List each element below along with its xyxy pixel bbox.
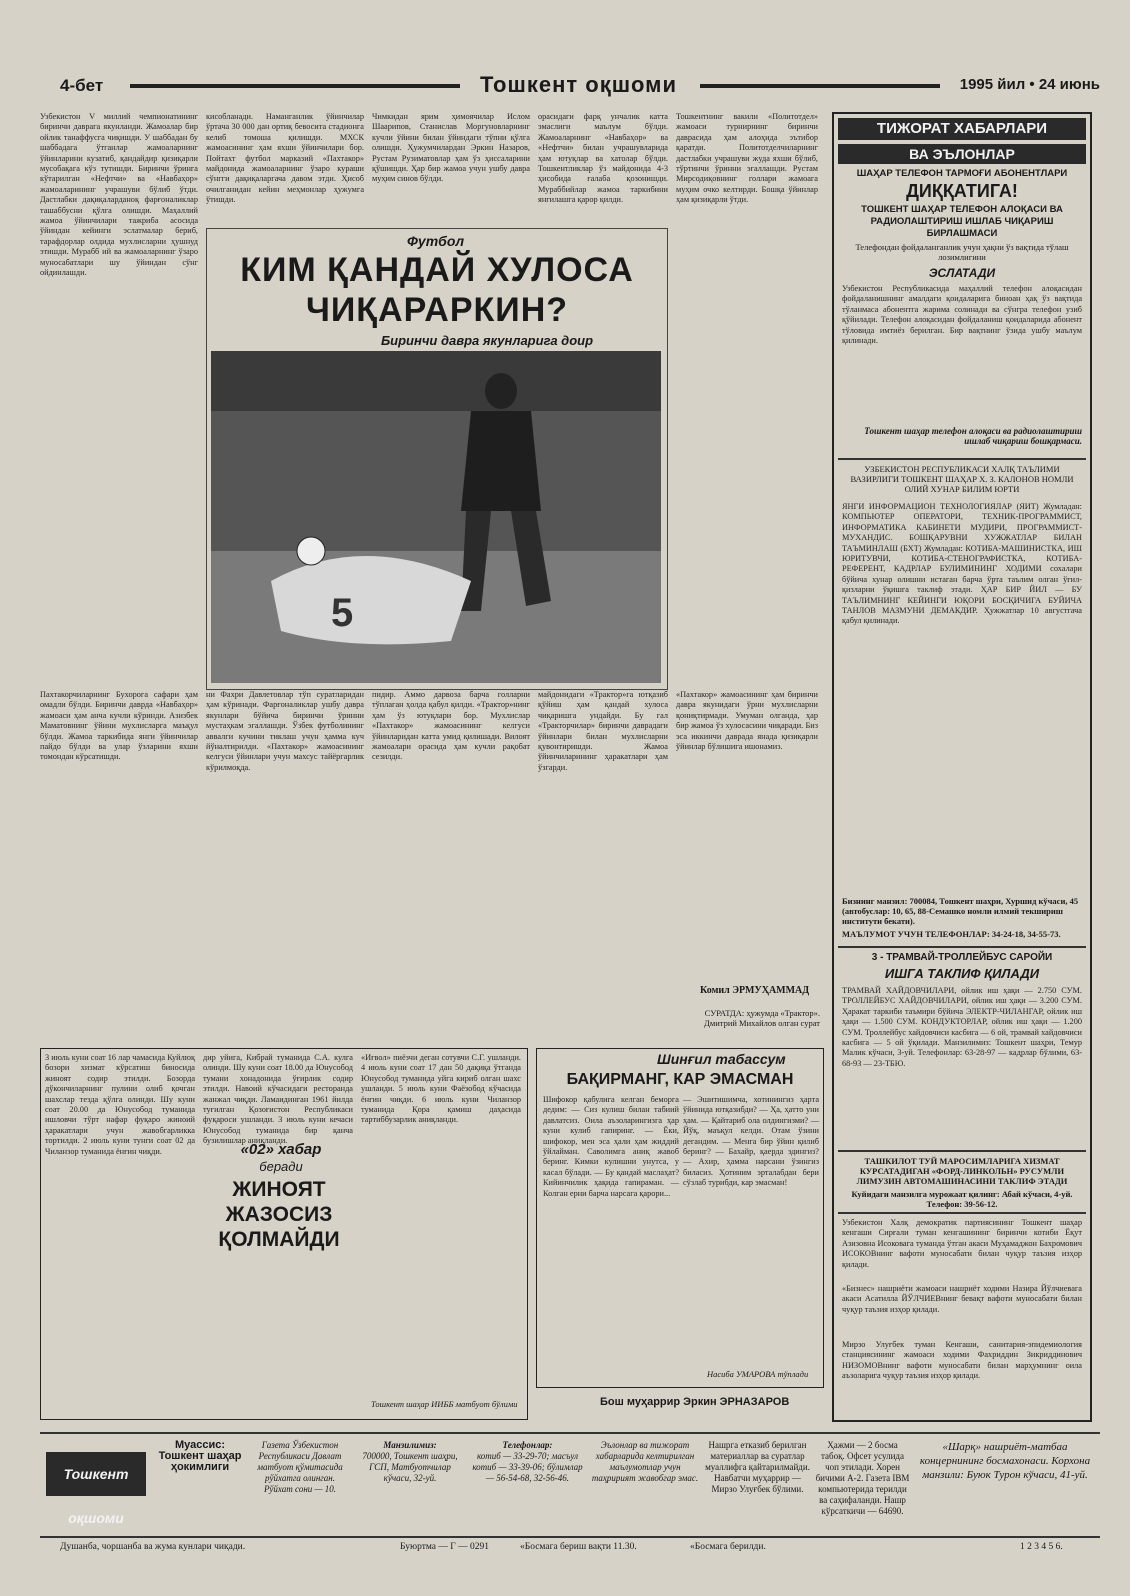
ads-divider-2 xyxy=(838,946,1086,948)
football-column-3: Чимкидан ярим ҳимоячилар Ислом Шаарипов, Станислав Моргуновларнинг кучли ўйини билан ўйиндаги тўпни қўлга олишди. Ҳужумчилардан Эркин Назаров, Рустам Рузиматовлар ҳам ўз ҳиссаларини қўшишди. Ҳар бир жамоа учун ушбу давра муҳим синов бўлди. xyxy=(372,112,530,184)
masthead xyxy=(40,70,1100,110)
football-column-4: орасидаги фарқ унчалик катта эмаслиги маълум бўлди. Жамоаларнинг «Навбаҳор» ва «Нефтчи» билан учрашувларида ҳам ютуқлар ва хатолар бўлди. Тошкентликлар ўз майдонида 4-3 ҳисобида ғалаба қозонишди. Мураббийлар жамоа таркибини янгилашга қарор қилди. xyxy=(538,112,668,205)
tel-body: Узбекистон Республикасида маҳаллий телефон алоқасидан фойдаланишнинг амалдаги қоидаларига биноан ҳақ ўз вақтида тўланмаса абонентга жарима солинади ва сўнгра телефон узиб қўйилади. Телефон алоқасидан фойдаланиш қоидаларида абонент тўловида имтиёз берилган. Бир вақтнинг ўзида ушбу маълум қилинади. xyxy=(842,284,1082,346)
school-address: Бизнинг манзил: 700084, Тошкент шаҳри, Хуршид кўчаси, 45 (автобуслар: 10, 65, 88-Семашко номли илмий текшириш институти бекати). xyxy=(842,896,1079,926)
founder-name: Тошкент шаҳар ҳокимлиги xyxy=(158,1450,242,1473)
school-body: ЯНГИ ИНФОРМАЦИОН ТЕХНОЛОГИЯЛАР (ЯИТ) Жумладан: КОМПЬЮТЕР ОПЕРАТОРИ, ТЕХНИК-ПРОГРАММИСТ, ИНФОРМАТИКА КАБИНЕТИ МУДИРИ, ПРОГРАММИСТ-МУХАНДИС. БОШҚАРУВНИ ХУЖЖАТЛАР БИЛАН ТАЪМИНЛАШ (БХТ) Жумладан: КОТИБА-МАШИНИСТКА, ИШ ЮРИТУВЧИ, КОТИБА-СТЕНОГРАФИСТКА, КОТИБА-РЕФЕРЕНТ, КАДРЛАР БУЛИМИНИНГ ХОДИМИ сохалари бўйича хунар олишни истаган барча ўрта таълим олган ўғил-қизларни ўқишга таклиф этади. ҲАР БИР ЙИЛ — БУ ТАЪЛИМНИНГ КЕЙИНГИ ЮҚОРИ БОСҚИЧИГА БУЙИЧА ТАНЛОВ МАЗМУНИ ДЕМАКДИР. Ҳужжатлар 10 августгача қабул қилинади. xyxy=(842,502,1082,626)
ads-header-1: ТИЖОРАТ ХАБАРЛАРИ xyxy=(838,118,1086,140)
ads-divider-1 xyxy=(838,458,1086,460)
humor-title: БАҚИРМАНГ, КАР ЭМАСМАН xyxy=(566,1071,794,1088)
tel-sub: ТОШКЕНТ ШАҲАР ТЕЛЕФОН АЛОҚАСИ ВА РАДИОЛАШТИРИШ ИШЛАБ ЧИҚАРИШ БИРЛАШМАСИ xyxy=(861,204,1063,239)
ads-divider-4 xyxy=(838,1212,1086,1214)
crime-byline: Тошкент шаҳар ИИББ матбуот бўлими xyxy=(371,1399,518,1409)
masthead-rule-right xyxy=(700,84,940,88)
football-column-5: Тошкентнинг вакили «Политотдел» жамоаси турнирнинг биринчи даврасида ҳам алоҳида эътибор қаратди. Политотделчиларнинг дастлабки учрашуви жуда яхши бўлиб, тўртинчи ўринни эгаллашди. Рустам Мирсодиқовнинг голлари жамоага муҳим очко келтирди. Бошқа ўйинлар ҳам қизиқарли ўтди. xyxy=(676,112,818,205)
footer-note-3: Ҳажми — 2 босма табоқ. Офсет усулида чоп этилади. Хорен бичими А-2. Газета IBM компьютерида терилди ва саҳифаланди. Нашр кўрсаткичи — 64690. xyxy=(815,1440,910,1516)
footer-printer: «Шарқ» нашриёт-матбаа концернининг босмахонаси. Корхона манзили: Буюк Турон кўчаси, 41-уй. xyxy=(919,1441,1091,1481)
footer-logo: Тошкент оқшоми xyxy=(46,1452,146,1496)
phones-label: Телефонлар: xyxy=(502,1440,553,1450)
humor-column-2: — Эшитишимча, хотинингиз ҳарта ўйинида ютқазибди? — Ҳа, ҳатто уни ҳам. — Қайтариб ола олдингизми? — Йўқ, маъқул келди. Отам ўзини дегандим. — Менга бир ўйин қилиб беринг? — Бахайр, қаерда эдингиз? — Ахир, ҳамма нарсани ўзингиз биласиз. Ҳотиним эрталабдан бери сўзлаб турибди, кар эмасман! xyxy=(683,1095,819,1188)
headline-line-2: ЧИҚАРАРКИН? xyxy=(305,291,569,329)
newspaper-title: Тошкент оқшоми xyxy=(480,72,677,97)
tram-head: 3 - ТРАМВАЙ-ТРОЛЛЕЙБУС САРОЙИ xyxy=(871,952,1053,963)
tel-sub2: Телефондан фойдаланганлик учун ҳақни ўз вақтида тўлаш лозимлигини xyxy=(855,242,1069,262)
football-feature-box xyxy=(206,228,668,690)
founder-label: Муассис: xyxy=(174,1439,226,1451)
crime-rubric-b: беради xyxy=(259,1159,303,1174)
subhead: Биринчи давра якунларига доир xyxy=(380,333,594,348)
football-byline: Комил ЭРМУҲАММАД xyxy=(700,985,810,996)
football-lower-col-4: майдонидаги «Трактор»га ютқазиб қўйиш ҳам қандай хулоса чиқаришга ундайди. Бу гал «Тракторчилар» биринчи даврадаги ўйинлари билан мухлисларни қувонтиришди. Жамоа ўйинчиларининг ҳаракатлари ҳам ўзгарди. xyxy=(538,690,668,772)
crime-column-2-top: дир уйига, Кибрай туманида С.А. кулга олинди. Шу куни соат 18.00 да Юнусобод тумани хонадонида ўғирлик содир этилди. Навоий кўчасидаги ресторанда жанжал чиқди. Ламаидинган 1961 йилда туғилган Қозоғистон Республикаси фуқароси ушланди. 3 июль куни кечаси Юнусобод туманида бир қанча бузилишлар аниқланди. xyxy=(203,1053,353,1146)
football-lower-col-5: «Пахтакор» жамоасининг ҳам биринчи давра якунидаги ўрни мухлисларни қониқтирмади. Умуман олганда, ҳар бир жамоа ўз хулосасини чиқаради. Биз эса иккинчи даврада янада қизиқарли ўйинлар бўлишига ишонамиз. xyxy=(676,690,818,752)
phones-text: котиб — 33-29-70; масъул котиб — 33-39-06; бўлимлар — 56-54-68, 32-56-46. xyxy=(472,1451,583,1483)
crime-rubric-a: «02» хабар xyxy=(240,1141,322,1158)
limo-address: Куйидаги манзилга мурожаат қилинг: Абай кўчаси, 4-уй. Телефон: 39-56-12. xyxy=(851,1189,1073,1209)
humor-section xyxy=(536,1048,824,1388)
humor-byline: Насиба УМАРОВА тўплади xyxy=(707,1369,809,1379)
address-text: 700000, Тошкент шаҳри, ГСП, Матбуотчилар кўчаси, 32-уй. xyxy=(362,1451,458,1483)
footer-phones xyxy=(470,1440,585,1530)
crime-column-1: 3 июль куни соат 16 лар чамасида Куйлюқ бозори хизмат кўрсатиш биносида жиноят содир этилди. Бозорда дўкончиларнинг пулини олиб қочган шахслар тезда қўлга олинди. Шу куни соат 20.00 да Юнусобод туманида ишловчи тўрт нафар фуқаро жиноий ҳаракатлари учун жавобгарликка тортилди. 2 июль куни тунги соат 02 да Чиланзор туманида ёнғин чиқди. xyxy=(45,1053,195,1156)
football-lower-col-1: Пахтакорчиларнинг Бухорога сафари ҳам омадли бўлди. Биринчи даврда «Навбаҳор» жамоаси ҳам анча кучли кўринди. Азизбек Маматовнинг ўйини мухлисларга маъқул бўлди. Жамоа таркибида янги ўйинчилар пайдо бўлди ва улар ўзларини яхши томондан кўрсатишди. xyxy=(40,690,198,762)
tel-title-big: ДИҚҚАТИГА! xyxy=(906,181,1018,201)
ads-header-2: ВА ЭЪЛОНЛАР xyxy=(838,144,1086,164)
crime-column-3: «Иғвол» пиёзчи деган сотувчи С.Г. ушланди. 4 июль куни соат 17 дан 50 дақиқа ўтганда Юнусобод туманида уйга кириб олган шахс ушланди. 5 июль куни Фаёзобод кўчасида ёнғин чиқди. 6 июль куни Чиланзор туманида Қора қамиш даҳасида тартиббузарлик аниқланди. xyxy=(361,1053,521,1125)
football-lower-col-2: ни Фахри Давлетовлар тўп суратларидан ҳам кўринади. Фарғоналиклар ушбу давра якунлари бўйича биринчи ўринни мустаҳкам эгаллашди. Ўзбек футболининг аввалги кучини тиклаш учун ҳамма куч йўналтирилди. «Пахтакор» жамоасининг келгуси ўйинлари учун махсус тайёргарлик кўрилмоқда. xyxy=(206,690,364,772)
football-column-1: Узбекистон V миллий чемпионатининг биринчи даврага якунланди. Жамоалар бир ойлик танаффусга чиқишди. У шаббадан бу шаббадага ўтганлар жамоаларнинг ўйинларини кузатиб, қандайдир қизиқарли мусобақага кўз тутишди. Биринчи ўринга кўтарилган «Нефтчи» ва «Навбаҳор» жамоаларининг учрашуви бўлиб ўтди. Дастлабки дақиқаларданоқ фарғоналиклар ташаббусни қўлга олишди. Маҳаллий жамоа ўйинчилари тажриба асосида ўйиндан кейинги эслатмалар бериб, тарафдорлар олдида мухлисларни ҳушнуд этишди. Мурабб ий ва жамоаларнинг ўзаро муносабатлари шу ўйиндан сўнг ойдинлашди. xyxy=(40,112,198,278)
footer-time: «Босмага бериш вақти 11.30. xyxy=(520,1542,637,1552)
condolence-3: Мирзо Улуғбек туман Кенгаши, санитария-эпидемиология станциясининг жамоаси ходими Фахриддин Зикриддинович НИЗОМОВнинг вафоти муносабати билан марҳумнинг оила аъзоларига чуқур таъзия изҳор қилади. xyxy=(842,1340,1082,1381)
headline-line-1: КИМ ҚАНДАЙ ХУЛОСА xyxy=(240,251,634,289)
footer-numbers: 1 2 3 4 5 6. xyxy=(1020,1542,1063,1552)
humor-rubric: Шинғил табассум xyxy=(657,1051,786,1067)
tram-body: ТРАМВАЙ ХАЙДОВЧИЛАРИ, ойлик иш ҳақи — 2.750 СУМ. ТРОЛЛЕЙБУС ХАЙДОВЧИЛАРИ, ойлик иш ҳақи — 3.200 СУМ. Ҳаракат таркиби таъмири бўйича ЭЛЕКТР-ЧИЛАНГАР, ойлик иш ҳақи — 1.500 СУМ. КОНДУКТОРЛАР, ойлик иш ҳақи — 1.200 СУМ. Троллейбус хайдовчиси касбига — 6 ой, трамвай хайдовчиси касбига — 5 ой ўқилади. Манзилимиз: Тошкент шаҳри, Темур Малик кўчаси, 3-уй. Телефонлар: 63-28-97 — кадрлар бўлими, 63-68-93 — 23-ТБЮ. xyxy=(842,986,1082,1068)
rubric-football: Футбол xyxy=(407,233,465,249)
condolence-1: Узбекистон Халқ демократик партиясининг Тошкент шаҳар кенгаши Сирғали туман кенгашининг биринчи котиби Ёқут Азизовна Исоковага туманда ўтган акаси Муҳамаджон Бахромович ИСОКОВнинг вафоти муносабати билан чуқур таъзия изҳор қилади. xyxy=(842,1218,1082,1269)
photo-caption: СУРАТДА: ҳужумда «Трактор». Дмитрий Михайлов олган сурат xyxy=(704,1008,820,1028)
ads-divider-3 xyxy=(838,1150,1086,1152)
footer-given: «Босмага берилди. xyxy=(690,1542,766,1552)
football-photo xyxy=(211,351,661,683)
issue-date: 1995 йил • 24 июнь xyxy=(959,76,1100,93)
ads-box xyxy=(832,112,1092,1422)
footer-founder xyxy=(155,1440,245,1530)
address-label: Манзилимиз: xyxy=(383,1440,437,1450)
crime-section xyxy=(40,1048,528,1420)
chief-editor: Бош муҳаррир Эркин ЭРНАЗАРОВ xyxy=(600,1396,790,1408)
footer-order: Буюртма — Г — 0291 xyxy=(400,1542,489,1552)
footer-note-1: Эълонлар ва тижорат хабарларида келтирилган маълумотлар учун таҳририят жавобгар эмас. xyxy=(591,1440,699,1483)
footer-registration: Газета Ўзбекистон Республикаси Давлат матбуот қўмитасида рўйхатга олинган. Рўйхат сони — 10. xyxy=(257,1440,343,1494)
footer-days: Душанба, чоршанба ва жума кунлари чиқади. xyxy=(60,1542,246,1552)
svg-text:5: 5 xyxy=(331,591,354,635)
condolence-2: «Бизнес» нашриёти жамоаси нашриёт ходими Назира Йўлчиевага акаси Асатилла ЙЎЛЧИЕВнинг бевақт вафоти муносабати билан чуқур таъзия изҳор қилади. xyxy=(842,1284,1082,1314)
football-lower-col-3: пидир. Аммо дарвоза барча голларни тўплаган ҳолда қабул қилди. «Трактор»нинг ҳам ўз ютуқлари бор. Мухлислар «Пахтакор» жамоасининг келгуси ўйинларидан катта умид қилишади. Вилоят жамоалари орасида ҳам кучли рақобат сезилди. xyxy=(372,690,530,762)
school-phones: МАЪЛУМОТ УЧУН ТЕЛЕФОНЛАР: 34-24-18, 34-55-73. xyxy=(842,929,1061,939)
limo-text: ТАШКИЛОТ ТУЙ МАРОСИМЛАРИГА ХИЗМАТ КУРСАТАДИГАН «ФОРД-ЛИНКОЛЬН» РУСУМЛИ ЛИМУЗИН АВТОМАШИНАСИНИ ТАКЛИФ ЭТАДИ xyxy=(856,1156,1068,1186)
tel-title: ШАҲАР ТЕЛЕФОН ТАРМОҒИ АБОНЕНТЛАРИ xyxy=(856,168,1068,179)
school-head: УЗБЕКИСТОН РЕСПУБЛИКАСИ ХАЛҚ ТАЪЛИМИ ВАЗИРЛИГИ ТОШКЕНТ ШАҲАР Х. З. КАЛОНОВ НОМЛИ ОЛИЙ ХУНАР БИЛИМ ЮРТИ xyxy=(850,464,1074,494)
footer-rule-bottom xyxy=(40,1536,1100,1538)
crime-title: ЖИНОЯТ ЖАЗОСИЗ ҚОЛМАЙДИ xyxy=(218,1178,340,1251)
tel-word: ЭСЛАТАДИ xyxy=(928,266,996,280)
footer-note-2: Нашрга етказиб берилган материаллар ва суратлар муаллифга қайтарилмайди. Навбатчи муҳаррир — Мирзо Улуғбек бўлими. xyxy=(705,1440,810,1494)
humor-column-1: Шифокор қабулига келган беморга дедим: — Сиз кулиш билан табиий давлатсиз. Оила аъзоларингизга ҳар куни кулиб гапиринг. — Ёки, шифокор, мен эса ҳали ҳам жиддий ўйлайман. Саволимга аниқ жавоб беринг. Кимки кулишни унутса, у касал бўлади. — Бу қандай маслаҳат? Кийинчилик ҳақида гапираман. — Колган ерни барча нарсага қарори... xyxy=(543,1095,679,1198)
masthead-rule-left xyxy=(130,84,460,88)
page-number: 4-бет xyxy=(60,76,104,95)
tram-title: ИШГА ТАКЛИФ ҚИЛАДИ xyxy=(884,966,1040,981)
tel-sign: Тошкент шаҳар телефон алоқаси ва радиолаштириш ишлаб чиқариш бошқармаси. xyxy=(864,426,1082,446)
football-column-2: кисобланади. Наманганлик ўйинчилар ўртача 30 000 дан ортиқ бевосита стадионга келиб томоша қилишди. МХСК жамоасининг ҳам яхши ўйинчилари бор. Пойтахт футбол марказий «Пахтакор» майдонида жамоаларнинг ўзаро кураши сўнгги дақиқаларгача давом этди. Ҳисоб очилганидан кейин меҳмонлар ҳужумга ўтишди. xyxy=(206,112,364,205)
footer-address xyxy=(355,1440,465,1530)
footer-rule-top xyxy=(40,1432,1100,1434)
